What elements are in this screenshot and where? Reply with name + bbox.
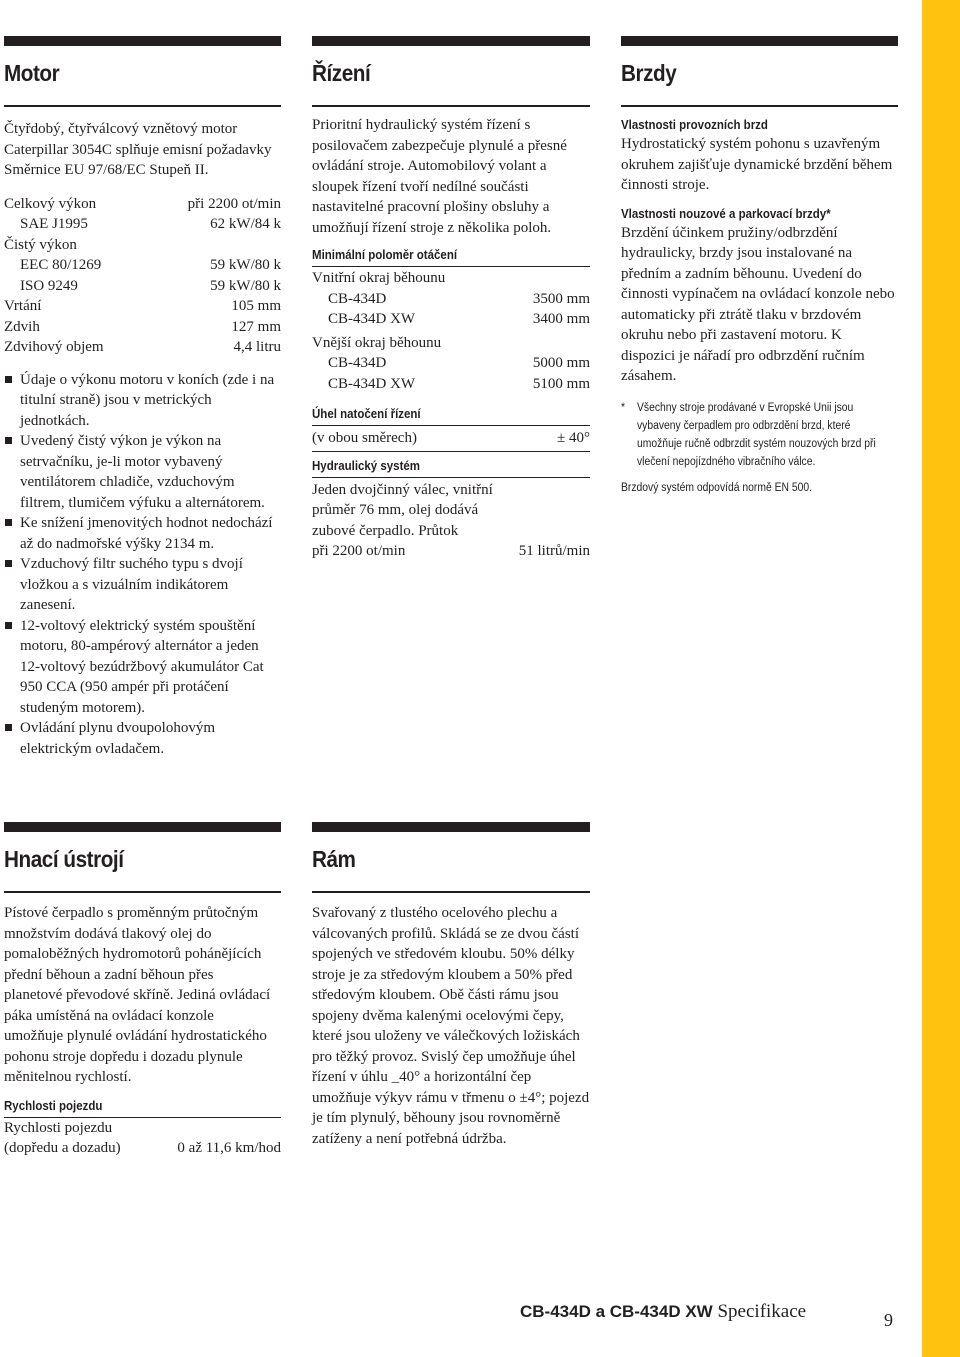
inner-label: Vnitřní okraj běhounu: [312, 270, 446, 286]
bullet-item: [4, 513, 281, 554]
spec-row: [4, 317, 281, 338]
spec-label: Čistý výkon: [4, 236, 77, 253]
divider: [312, 425, 590, 426]
parking-brake-text: Brzdění účinkem pružiny/odbrzdění hydraulicky, brzdy jsou instalované na předním a zadním běhounu. Uvedení do činnosti vypínačem na ovládací konzole nebo automaticky při ztrátě tlaku v brzdovém okruhu nebo při zastavení motoru. K dispozici je nářadí pro odbrzdění ručním zásahem.: [621, 224, 895, 384]
bullet-square-icon: [5, 724, 12, 731]
page-footer: [520, 1302, 806, 1323]
spec-value: 5100 mm: [532, 375, 590, 392]
bullet-text: Uvedený čistý výkon je výkon na setrvačníku, je-li motor vybavený ventilátorem chladiče, vzduchovým filtrem, tlumičem výfuku a alternátorem.: [20, 433, 265, 511]
frame-section: [312, 822, 590, 1149]
spec-value: 3500 mm: [532, 290, 590, 307]
inner-radius-list: [312, 289, 590, 330]
bullet-text: Ke snížení jmenovitých hodnot nedochází až do nadmořské výšky 2134 m.: [20, 515, 273, 552]
bullet-text: Údaje o výkonu motoru v koních (zde i na titulní straně) jsou v metrických jednotkách.: [20, 371, 275, 429]
divider: [312, 451, 590, 452]
spec-row: [312, 289, 590, 310]
section-bar: [4, 822, 281, 832]
steering-title: Řízení: [312, 60, 371, 86]
bullet-text: 12-voltový elektrický systém spouštění motoru, 80-ampérový alternátor a jeden 12-voltový bezúdržbový akumulátor Cat 950 CCA (950 ampér při protáčení studeným motorem).: [20, 617, 264, 716]
spec-value: 62 kW/84 k: [210, 216, 281, 232]
bullet-square-icon: [5, 437, 12, 444]
motor-bullet-list: [4, 370, 281, 760]
hydraulic-heading: Hydraulický systém: [312, 458, 421, 473]
angle-label: (v obou směrech): [312, 430, 417, 446]
spec-row: [4, 276, 281, 297]
spec-row: [4, 214, 281, 235]
bullet-item: [4, 431, 281, 513]
motor-spec-list: [4, 194, 281, 358]
footnote-mark: *: [621, 401, 626, 414]
brakes-section: [621, 36, 898, 497]
flow-label: při 2200 ot/min: [312, 543, 406, 559]
spec-value: 59 kW/80 k: [210, 277, 281, 294]
bullet-item: [4, 616, 281, 719]
section-bar: [4, 36, 281, 46]
bullet-square-icon: [5, 560, 12, 567]
page-number: 9: [884, 1310, 893, 1330]
footer-model: CB-434D a CB-434D XW: [520, 1302, 713, 1321]
section-rule: [621, 105, 898, 107]
footnote: [621, 399, 898, 471]
bullet-text: Ovládání plynu dvoupolohovým elektrickým ovladačem.: [20, 720, 215, 757]
steering-intro: Prioritní hydraulický systém řízení s posilovačem zabezpečuje plynulé a přesné ovládání stroje. Automobilový volant a sloupek řízení tvoří nedílné součásti nastavitelné pracovní plošiny obsluhy a umožňují řízení stroje z několika poloh.: [312, 117, 567, 236]
spec-label: Celkový výkon: [4, 195, 97, 212]
footer-spec: Specifikace: [717, 1301, 807, 1322]
bullet-text: Vzduchový filtr suchého typu s dvojí vložkou a s vizuálním indikátorem zanesení.: [20, 556, 243, 613]
outer-label: Vnější okraj běhounu: [312, 334, 442, 351]
speed-label-1: Rychlosti pojezdu: [4, 1119, 113, 1136]
section-bar: [312, 822, 590, 832]
drivetrain-title: Hnací ústrojí: [4, 846, 124, 872]
flow-row: [312, 541, 590, 562]
outer-radius-list: [312, 353, 590, 394]
bullet-square-icon: [5, 376, 12, 383]
yellow-edge-bar: [922, 0, 960, 1357]
spec-row: [4, 235, 281, 256]
divider: [312, 266, 590, 267]
spec-value: 59 kW/80 k: [210, 257, 281, 273]
bullet-square-icon: [5, 622, 12, 629]
spec-label: EEC 80/1269: [20, 257, 102, 273]
spec-row: [4, 255, 281, 276]
speed-value: 0 až 11,6 km/hod: [177, 1140, 281, 1156]
spec-row: [4, 194, 281, 215]
frame-text: Svařovaný z tlustého ocelového plechu a válcovaných profilů. Skládá se ze dvou částí spojených ve středovém kloubu. 50% délky stroje je za středovým kloubem a 50% před středovým kloubem. Obě části rámu jsou spojeny dvěma kalenými ocelovými čepy, které jsou uloženy ve válečkových ložiskách pro těžký provoz. Svislý čep umožňuje úhel řízení v úhlu _40° a horizontální čep umožňuje výkyv rámu v třmenu o ±4°; pojezd je tím plynulý, běhouny jsou rovnoměrně zatíženy a není potřebná údržba.: [312, 905, 590, 1147]
angle-value: ± 40°: [557, 430, 590, 446]
spec-label: CB-434D: [328, 355, 387, 371]
spec-label: Vrtání: [4, 298, 42, 314]
section-bar: [312, 36, 590, 46]
spec-label: Zdvih: [4, 318, 40, 335]
spec-value: 4,4 litru: [233, 339, 281, 355]
divider: [312, 477, 590, 478]
drivetrain-section: [4, 822, 281, 1159]
spec-row: [312, 374, 590, 395]
speed-label-2: (dopředu a dozadu): [4, 1140, 121, 1156]
steering-section: [312, 36, 590, 562]
parking-brake-heading: Vlastnosti nouzové a parkovací brzdy*: [621, 206, 831, 221]
spec-value: při 2200 ot/min: [187, 195, 281, 212]
radius-heading: Minimální poloměr otáčení: [312, 248, 458, 262]
service-brake-text: Hydrostatický systém pohonu s uzavřeným okruhem zajišťuje dynamické brzdění během činnosti stroje.: [621, 136, 893, 193]
spec-label: Zdvihový objem: [4, 339, 104, 355]
brake-norm: Brzdový systém odpovídá normě EN 500.: [621, 481, 812, 494]
speed-heading: Rychlosti pojezdu: [4, 1098, 103, 1113]
service-brake-heading: Vlastnosti provozních brzd: [621, 118, 768, 132]
motor-intro: Čtyřdobý, čtyřválcový vznětový motor Caterpillar 3054C splňuje emisní požadavky Směrnice EU 97/68/EC Stupeň II.: [4, 121, 272, 178]
spec-label: CB-434D XW: [328, 375, 416, 392]
section-bar: [621, 36, 898, 46]
angle-row: [312, 428, 590, 449]
drivetrain-text: Pístové čerpadlo s proměnným průtočným množstvím dodává tlakový olej do pomaloběžných hydromotorů pohánějících přední běhoun a zadní běhoun přes planetové převodové skříně. Jediná ovládací páka umístěná na ovládací konzole umožňuje plynulé ovládání hydrostatického pohonu stroje dopředu i dozadu plynule měnitelnou rychlostí.: [4, 905, 271, 1085]
spec-row: [4, 337, 281, 358]
bullet-item: [4, 554, 281, 616]
hydraulic-text: Jeden dvojčinný válec, vnitřní průměr 76 mm, olej dodává zubové čerpadlo. Průtok: [312, 481, 493, 539]
spec-value: 105 mm: [231, 298, 281, 314]
spec-value: 127 mm: [231, 318, 281, 335]
spec-row: [312, 353, 590, 374]
spec-row: [4, 296, 281, 317]
spec-value: 3400 mm: [532, 311, 590, 327]
brakes-title: Brzdy: [621, 60, 677, 86]
spec-label: SAE J1995: [20, 216, 88, 232]
spec-label: ISO 9249: [20, 277, 78, 294]
spec-value: 5000 mm: [532, 355, 590, 371]
bullet-item: [4, 370, 281, 432]
footnote-text: Všechny stroje prodávané v Evropské Unii jsou vybaveny čerpadlem pro odbrzdění brzd, které umožňuje ručně odbrzdit systém nouzových brzd při vlečení nepojízdného vibračního válce.: [637, 401, 876, 468]
angle-heading: Úhel natočení řízení: [312, 407, 421, 421]
frame-title: Rám: [312, 846, 356, 872]
bullet-square-icon: [5, 519, 12, 526]
motor-section: [4, 36, 281, 759]
spec-label: CB-434D XW: [328, 311, 416, 327]
flow-value: 51 litrů/min: [518, 543, 590, 559]
bullet-item: [4, 718, 281, 759]
motor-title: Motor: [4, 60, 60, 86]
speed-row: [4, 1138, 281, 1159]
spec-label: CB-434D: [328, 290, 387, 307]
spec-row: [312, 309, 590, 330]
